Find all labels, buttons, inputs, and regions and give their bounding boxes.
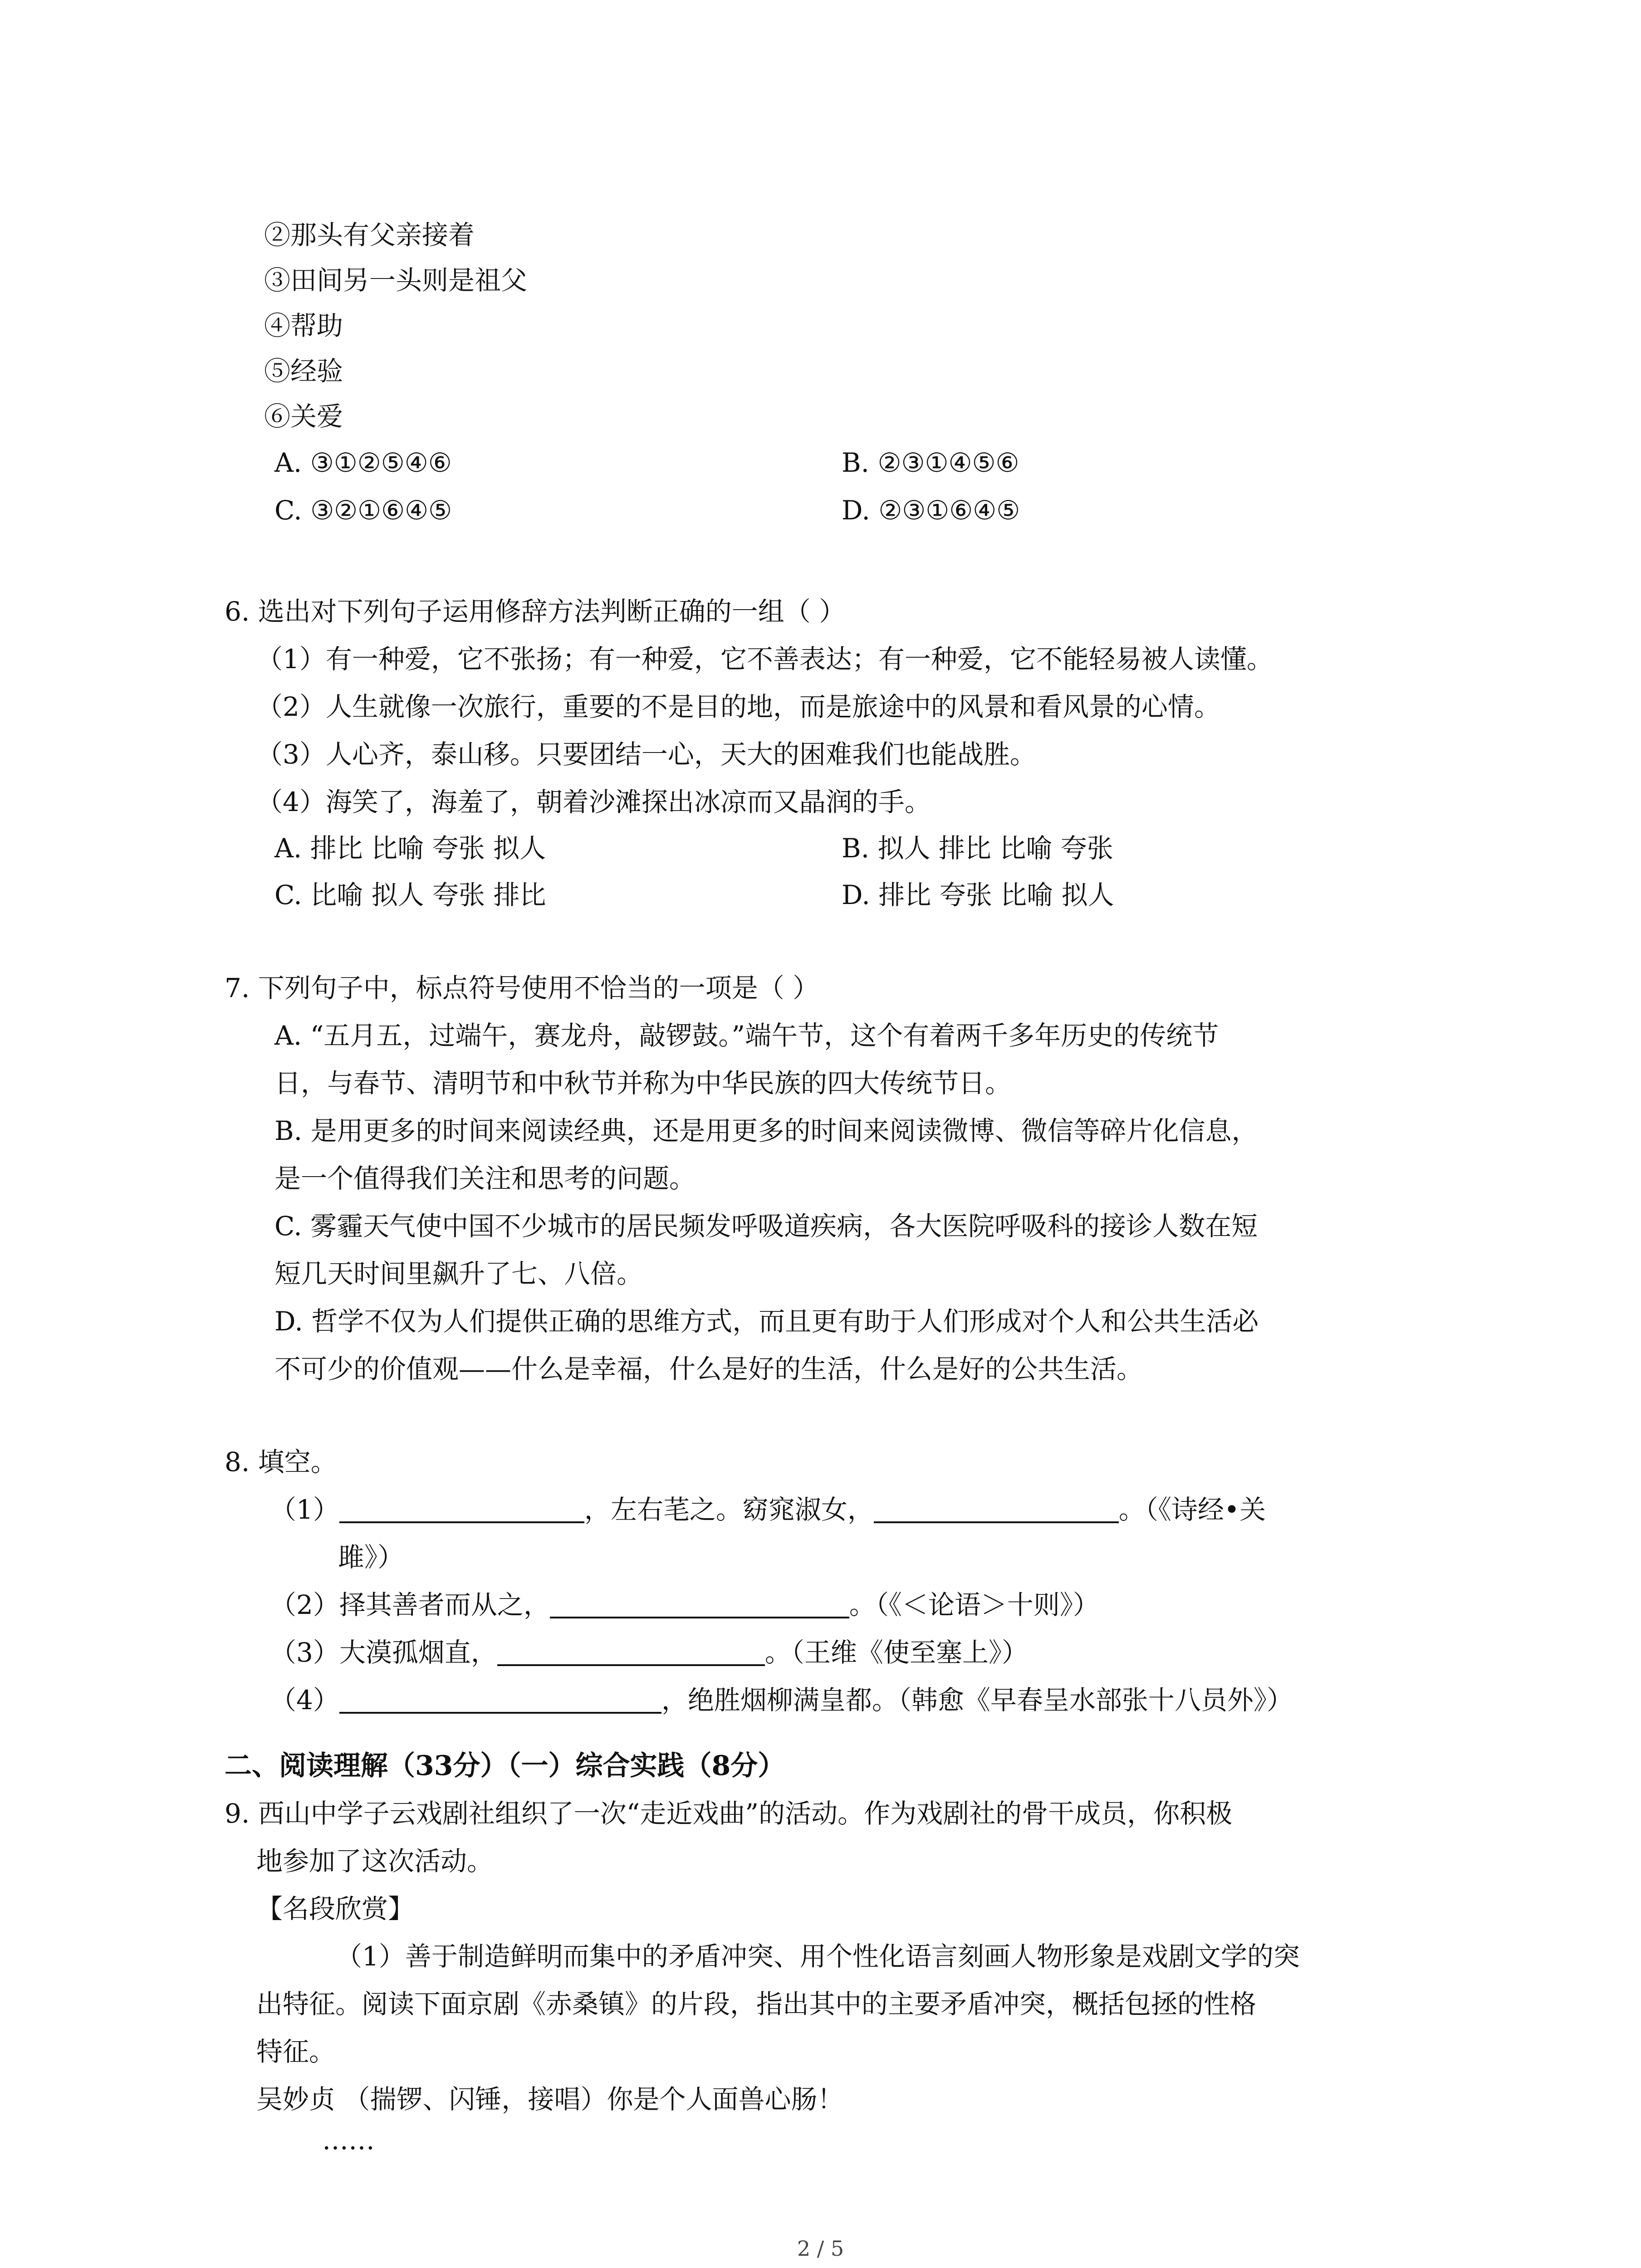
q7-option-a-line-1: A. “五月五，过端午，赛龙舟，敲锣鼓。”端午节，这个有着两千多年历史的传统节 bbox=[274, 1020, 1219, 1051]
section-heading: 二、阅读理解（33分）（一）综合实践（8分） bbox=[225, 1750, 785, 1782]
option-label: C. bbox=[274, 880, 302, 910]
q8-text: 。（王维《使至塞上》） bbox=[764, 1637, 1028, 1668]
q6-stem: 6. 选出对下列句子运用修辞方法判断正确的一组（ ） bbox=[225, 596, 846, 627]
q8-item-number: （2） bbox=[270, 1589, 339, 1620]
option-label: C. bbox=[274, 495, 302, 526]
q9-stem-line-2: 地参加了这次活动。 bbox=[256, 1846, 494, 1877]
q8-item-number: （1） bbox=[270, 1494, 339, 1525]
q8-text: ，左右芼之。窈窕淑女， bbox=[584, 1494, 874, 1525]
q7-option-b-line-2: 是一个值得我们关注和思考的问题。 bbox=[274, 1163, 696, 1194]
q8-item-number: （4） bbox=[270, 1685, 339, 1716]
q9-ellipsis: …… bbox=[322, 2125, 375, 2156]
q9-paragraph-line-3: 特征。 bbox=[256, 2036, 336, 2067]
q5-option-c bbox=[274, 492, 452, 528]
q8-line-2 bbox=[270, 1587, 1099, 1623]
q8-text: 。（《诗经•关 bbox=[1118, 1494, 1266, 1525]
q5-item-4: ④帮助 bbox=[264, 310, 343, 341]
answer-blank[interactable] bbox=[550, 1589, 849, 1618]
q7-option-a-line-2: 日，与春节、清明节和中秋节并称为中华民族的四大传统节日。 bbox=[274, 1068, 1012, 1099]
option-label: A. bbox=[274, 833, 302, 864]
option-label: B. bbox=[842, 833, 870, 864]
q9-script-line: 吴妙贞 （揣锣、闪锤，接唱）你是个人面兽心肠！ bbox=[256, 2084, 844, 2115]
option-label: A. bbox=[274, 447, 302, 478]
q6-option-b bbox=[842, 830, 1113, 866]
q6-sentence-1: （1）有一种爱，它不张扬；有一种爱，它不善表达；有一种爱，它不能轻易被人读懂。 bbox=[256, 644, 1273, 675]
q5-item-3: ③田间另一头则是祖父 bbox=[264, 265, 528, 296]
option-text: 比喻 拟人 夸张 排比 bbox=[310, 880, 546, 910]
answer-blank[interactable] bbox=[339, 1685, 661, 1714]
q5-option-a bbox=[274, 445, 452, 481]
q6-sentence-3: （3）人心齐，泰山移。只要团结一心，天大的困难我们也能战胜。 bbox=[256, 739, 1036, 770]
q5-item-6: ⑥关爱 bbox=[264, 401, 343, 432]
q8-text: 大漠孤烟直， bbox=[339, 1637, 497, 1668]
q6-sentence-4: （4）海笑了，海羞了，朝着沙滩探出冰凉而又晶润的手。 bbox=[256, 787, 931, 817]
q8-item-number: （3） bbox=[270, 1637, 339, 1668]
q8-text: ，绝胜烟柳满皇都。（韩愈《早春呈水部张十八员外》） bbox=[661, 1685, 1293, 1716]
q8-stem: 8. 填空。 bbox=[225, 1447, 337, 1477]
option-text: 拟人 排比 比喻 夸张 bbox=[877, 833, 1113, 864]
option-text: 排比 比喻 夸张 拟人 bbox=[310, 833, 546, 864]
q6-option-c bbox=[274, 877, 546, 913]
option-label: B. bbox=[842, 447, 870, 478]
page-number: 2 / 5 bbox=[797, 2236, 844, 2261]
q8-line-1-continued: 雎》） bbox=[338, 1542, 404, 1573]
q6-sentence-2: （2）人生就像一次旅行，重要的不是目的地，而是旅途中的风景和看风景的心情。 bbox=[256, 691, 1220, 722]
q8-line-4 bbox=[270, 1682, 1293, 1718]
q5-item-5: ⑤经验 bbox=[264, 356, 343, 386]
q5-item-2: ②那头有父亲接着 bbox=[264, 220, 475, 250]
option-text: ③②①⑥④⑤ bbox=[310, 495, 452, 526]
q7-stem: 7. 下列句子中，标点符号使用不恰当的一项是（ ） bbox=[225, 973, 819, 1003]
q8-line-3 bbox=[270, 1634, 1028, 1671]
answer-blank[interactable] bbox=[339, 1494, 584, 1523]
q7-option-b-line-1: B. 是用更多的时间来阅读经典，还是用更多的时间来阅读微博、微信等碎片化信息， bbox=[274, 1115, 1258, 1146]
q7-option-d-line-1: D. 哲学不仅为人们提供正确的思维方式，而且更有助于人们形成对个人和公共生活必 bbox=[274, 1306, 1259, 1337]
q9-stem-line-1: 9. 西山中学子云戏剧社组织了一次“走近戏曲”的活动。作为戏剧社的骨干成员，你积极 bbox=[225, 1798, 1233, 1829]
q7-option-c-line-1: C. 雾霾天气使中国不少城市的居民频发呼吸道疾病，各大医院呼吸科的接诊人数在短 bbox=[274, 1211, 1258, 1242]
q8-line-1 bbox=[270, 1491, 1266, 1528]
q7-option-d-line-2: 不可少的价值观——什么是幸福，什么是好的生活，什么是好的公共生活。 bbox=[274, 1354, 1143, 1384]
q8-text: 择其善者而从之， bbox=[339, 1589, 550, 1620]
option-text: ③①②⑤④⑥ bbox=[310, 447, 452, 478]
option-text: ②③①⑥④⑤ bbox=[878, 495, 1020, 526]
option-text: ②③①④⑤⑥ bbox=[877, 447, 1019, 478]
q8-text: 。（《＜论语＞十则》） bbox=[849, 1589, 1099, 1620]
q7-option-c-line-2: 短几天时间里飙升了七、八倍。 bbox=[274, 1258, 643, 1289]
option-text: 排比 夸张 比喻 拟人 bbox=[878, 880, 1114, 910]
q9-paragraph-line-1: （1）善于制造鲜明而集中的矛盾冲突、用个性化语言刻画人物形象是戏剧文学的突 bbox=[336, 1941, 1300, 1972]
option-label: D. bbox=[842, 495, 870, 526]
q9-paragraph-line-2: 出特征。阅读下面京剧《赤桑镇》的片段，指出其中的主要矛盾冲突，概括包拯的性格 bbox=[256, 1989, 1257, 2019]
option-label: D. bbox=[842, 880, 870, 910]
q6-option-a bbox=[274, 830, 546, 866]
answer-blank[interactable] bbox=[497, 1637, 765, 1666]
q9-subheading: 【名段欣赏】 bbox=[256, 1893, 415, 1924]
answer-blank[interactable] bbox=[874, 1494, 1119, 1523]
q5-option-d bbox=[842, 492, 1020, 528]
q6-option-d bbox=[842, 877, 1114, 913]
q5-option-b bbox=[842, 445, 1019, 481]
